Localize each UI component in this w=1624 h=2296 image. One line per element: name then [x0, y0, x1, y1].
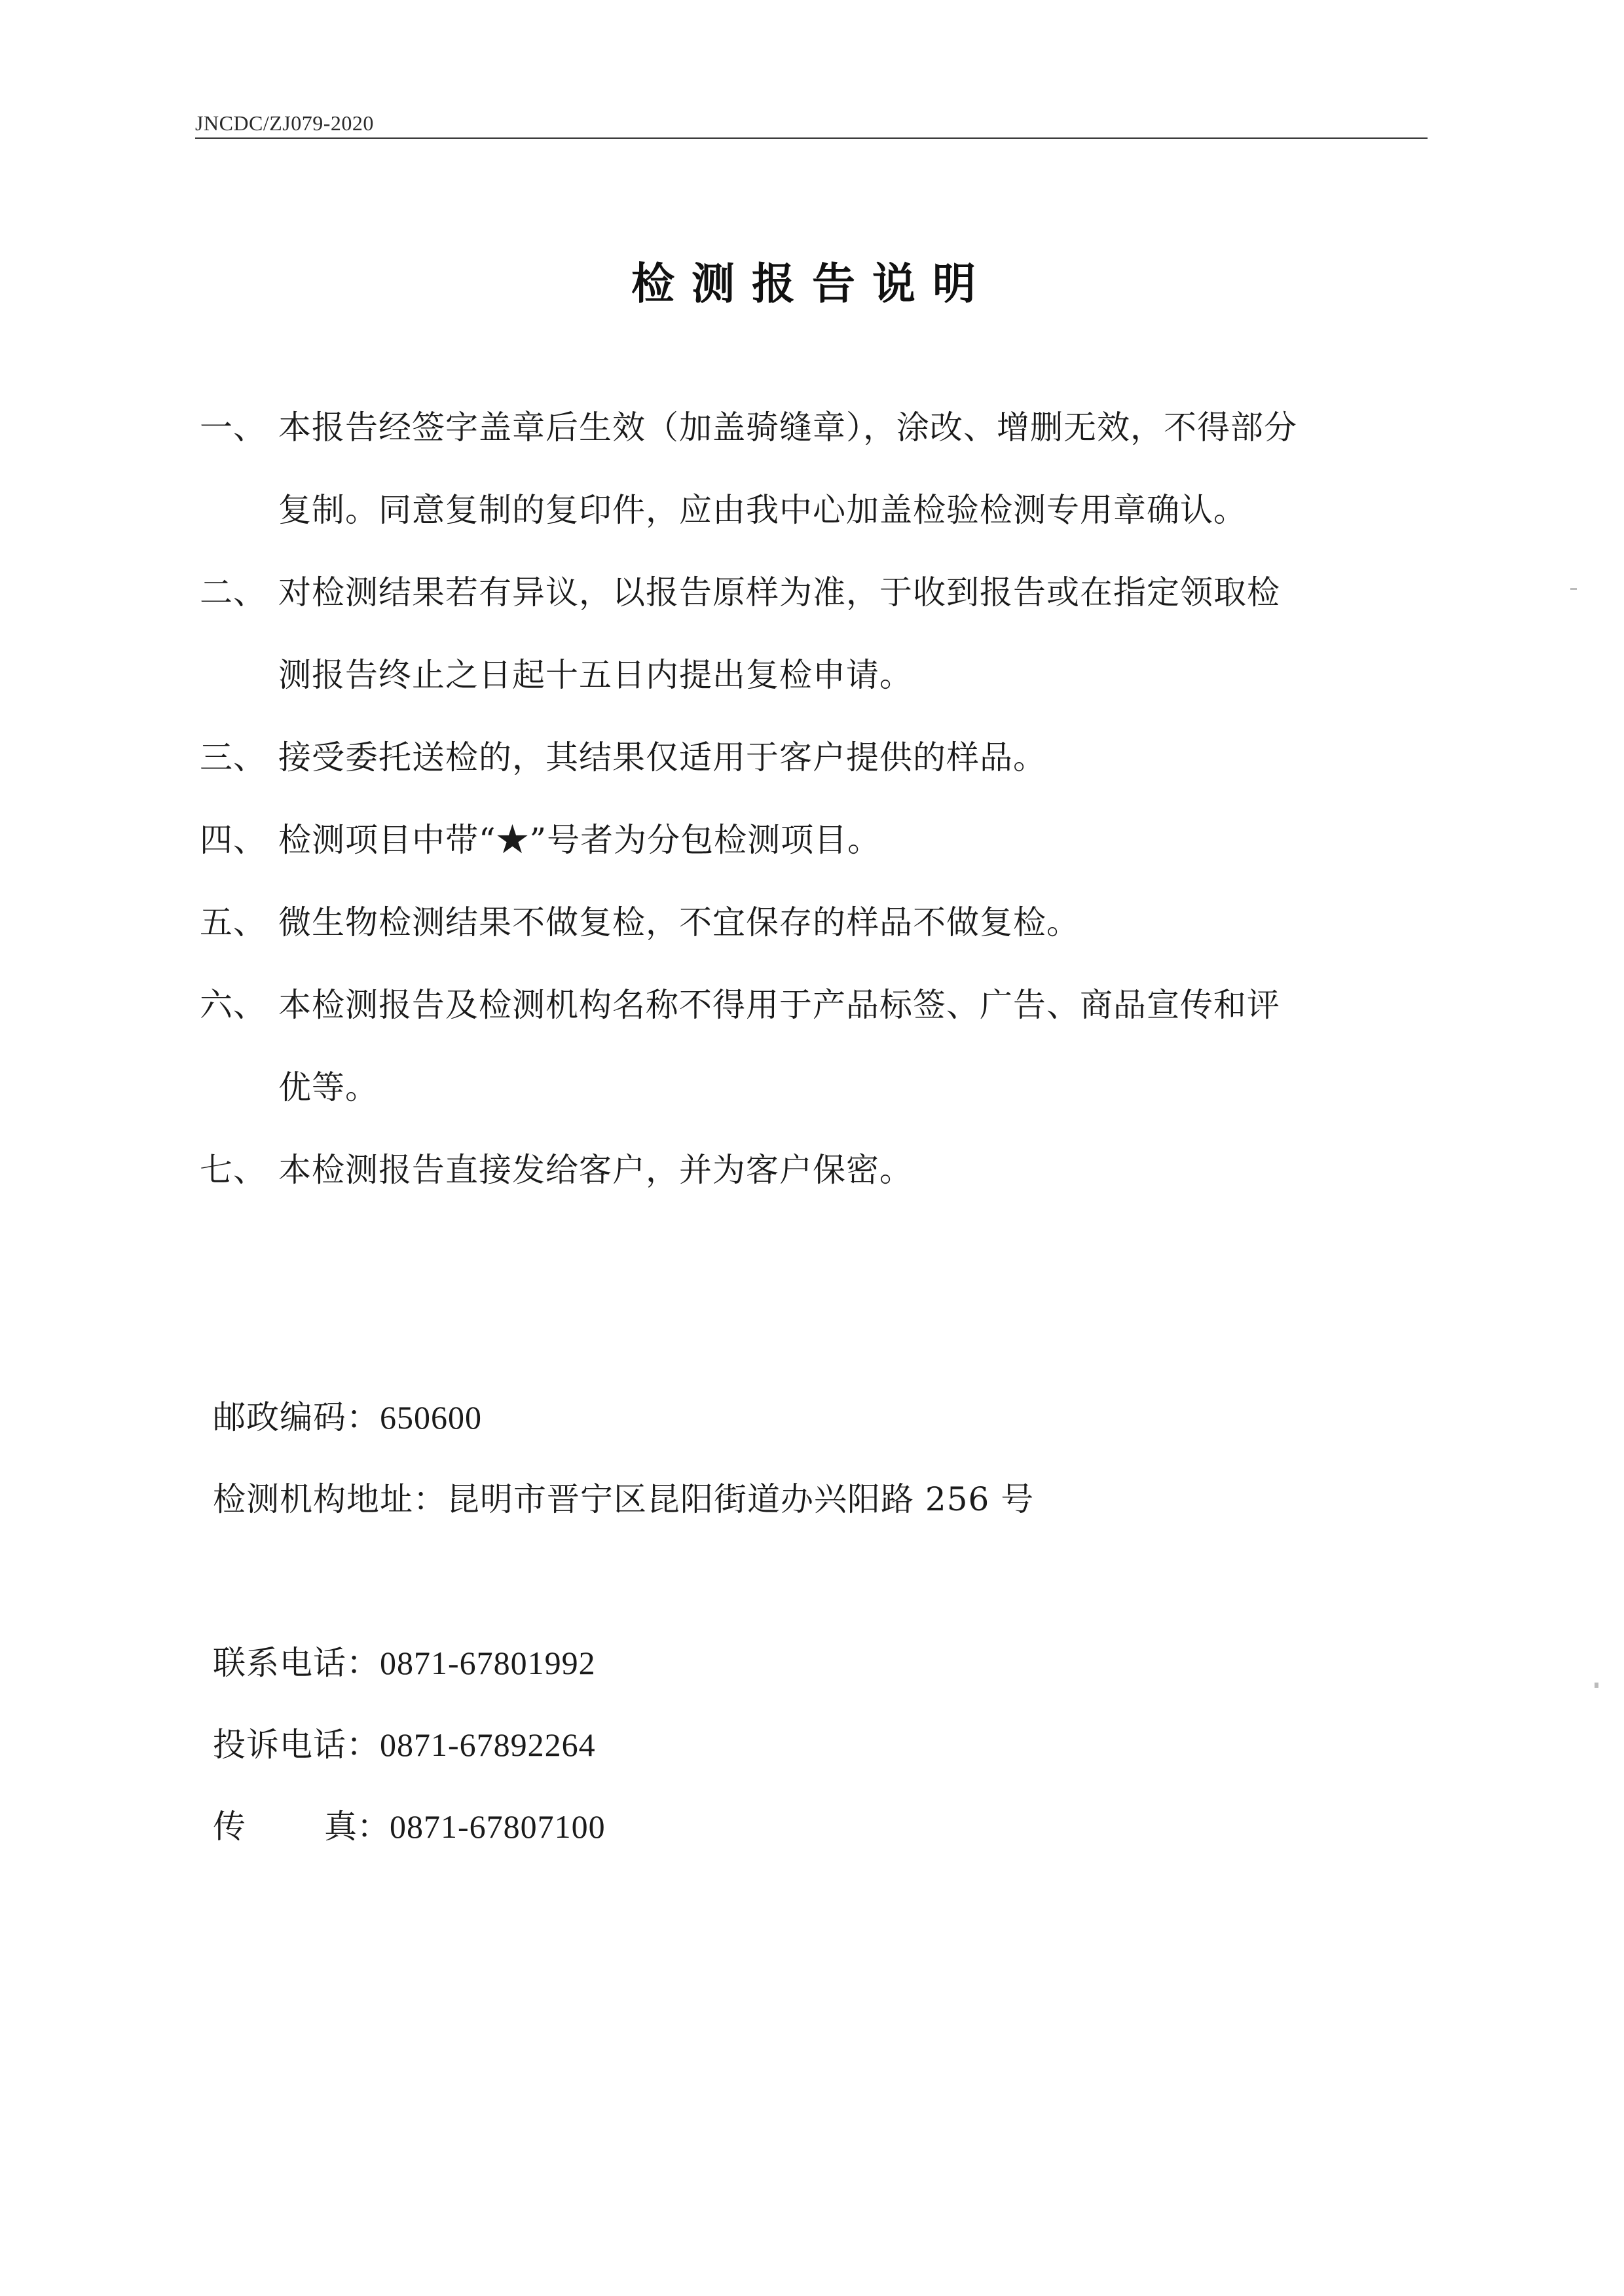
phone-value: 0871-67801992 [380, 1645, 596, 1681]
note-number: 五、 [200, 903, 267, 941]
notes-list [200, 386, 1444, 1211]
note-number: 三、 [200, 738, 267, 776]
note-item-5 [200, 881, 1444, 964]
complaint-label: 投诉电话： [213, 1726, 380, 1764]
note-text: 对检测结果若有异议，以报告原样为准，于收到报告或在指定领取检 测报告终止之日起十五日内提出复检申请。 [278, 574, 1280, 694]
note-text: 本检测报告及检测机构名称不得用于产品标签、广告、商品宣传和评 优等。 [278, 986, 1280, 1106]
fax-label [213, 1800, 390, 1848]
note-number: 二、 [200, 574, 267, 611]
phone-line [213, 1637, 596, 1684]
note-text: 本检测报告直接发给客户，并为客户保密。 [278, 1151, 913, 1189]
note-number: 四、 [200, 821, 267, 859]
note-item-1 [200, 386, 1444, 551]
note-number: 六、 [200, 986, 267, 1024]
postcode-line [213, 1391, 482, 1438]
page-title: 检测报告说明 [631, 258, 993, 309]
address-label: 检测机构地址： [213, 1480, 447, 1518]
note-item-4 [200, 799, 1444, 881]
note-number: 七、 [200, 1151, 267, 1189]
note-item-6 [200, 964, 1444, 1129]
address-value: 昆明市晋宁区昆阳街道办兴阳路 256 号 [447, 1480, 1035, 1518]
note-text: 微生物检测结果不做复检，不宜保存的样品不做复检。 [278, 903, 1080, 941]
note-item-2 [200, 551, 1444, 716]
note-number: 一、 [200, 409, 267, 446]
postcode-label: 邮政编码： [213, 1398, 380, 1436]
scan-speck [1595, 1683, 1598, 1688]
document-code: JNCDC/ZJ079-2020 [195, 111, 374, 135]
postcode-value: 650600 [380, 1399, 482, 1436]
note-text: 检测项目中带“★”号者为分包检测项目。 [278, 821, 881, 859]
scan-speck [1570, 588, 1577, 590]
fax-line [213, 1800, 606, 1848]
fax-value: 0871-67807100 [390, 1808, 606, 1845]
complaint-value: 0871-67892264 [380, 1726, 596, 1763]
fax-label-part-2: 真： [324, 1808, 390, 1846]
address-line [213, 1473, 1034, 1520]
fax-label-part-1: 传 [213, 1808, 246, 1846]
complaint-line [213, 1719, 596, 1766]
note-text: 本报告经签字盖章后生效（加盖骑缝章），涂改、增删无效，不得部分 复制。同意复制的复印件，应由我中心加盖检验检测专用章确认。 [278, 409, 1297, 529]
note-item-3 [200, 716, 1444, 799]
note-text: 接受委托送检的，其结果仅适用于客户提供的样品。 [278, 738, 1046, 776]
note-item-7 [200, 1129, 1444, 1211]
phone-label: 联系电话： [213, 1644, 380, 1682]
header-divider [195, 137, 1428, 139]
